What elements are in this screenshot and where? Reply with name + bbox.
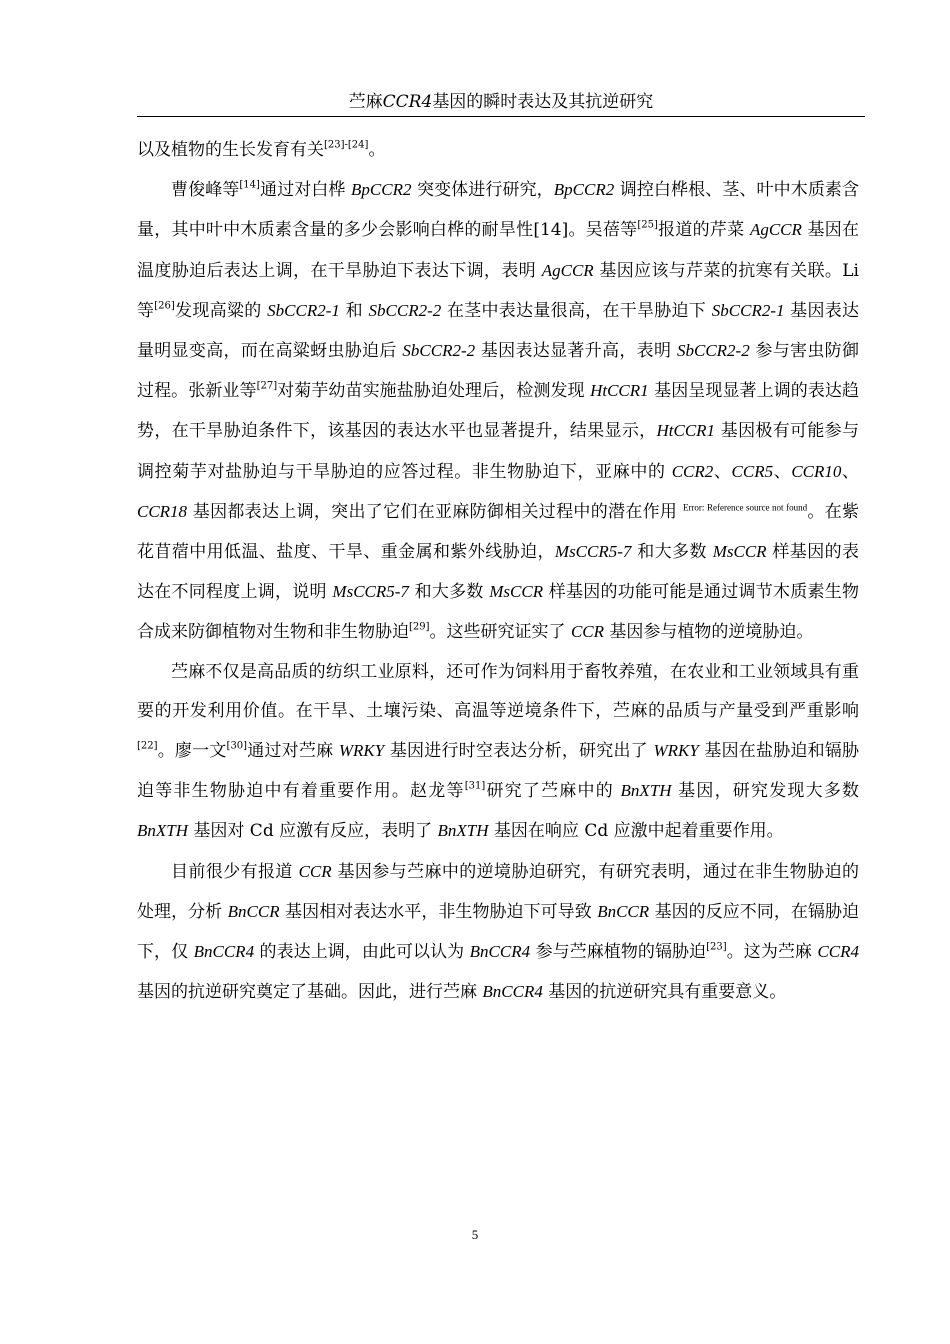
gene-name: SbCCR2-2: [368, 300, 442, 320]
text-run: 。这些研究证实了: [429, 622, 571, 643]
text-run: 基因，研究发现大多数: [671, 781, 860, 802]
text-run: 突变体进行研究，: [411, 180, 554, 201]
text-run: 基因都表达上调，突出了它们在亚麻防御相关过程中的潜在作用: [187, 501, 683, 522]
gene-name: CCR: [298, 861, 332, 881]
text-run: 基因的抗逆研究具有重要意义。: [542, 982, 787, 1003]
paragraph: [137, 852, 859, 1013]
gene-name: MsCCR5-7: [554, 542, 632, 562]
text-run: 通过对苎麻: [247, 741, 339, 762]
text-run: 的表达上调，由此可以认为: [254, 942, 470, 963]
citation-superscript: [14]: [239, 179, 260, 191]
gene-name: AgCCR: [541, 260, 594, 280]
text-run: 基因对 Cd 应激有反应，表明了: [188, 821, 438, 842]
text-run: 基因极有可能参与调控菊芋对盐胁迫与干旱胁迫的应答过程。非生物胁迫下，亚麻中的: [137, 421, 859, 482]
text-run: 在茎中表达量很高，在干旱胁迫下: [441, 300, 712, 321]
gene-name: SbCCR2-2: [676, 341, 750, 361]
text-run: 和大多数: [408, 582, 490, 603]
text-run: 基因在响应 Cd 应激中起着重要作用。: [488, 821, 784, 842]
text-run: 。在紫花苜蓿中用低温、盐度、干旱、重金属和紫外线胁迫，: [137, 501, 859, 563]
gene-name: SbCCR2-1: [711, 300, 785, 320]
gene-name: WRKY: [338, 741, 385, 761]
text-run: 对菊芋幼苗实施盐胁迫处理后，检测发现: [277, 381, 591, 402]
text-run: 以及植物的生长发育有关: [137, 140, 324, 160]
citation-superscript: [27]: [256, 380, 278, 392]
citation-superscript: [25]: [637, 219, 658, 231]
text-run: 报道的芹菜: [657, 220, 750, 241]
page-number: 5: [471, 1227, 479, 1242]
text-run: 、: [841, 461, 860, 482]
gene-name: MsCCR: [712, 542, 767, 562]
gene-name: CCR: [570, 622, 604, 642]
text-run: 基因表达显著升高，表明: [475, 341, 677, 362]
gene-name: MsCCR: [489, 582, 544, 602]
text-run: 曹俊峰等: [171, 180, 240, 201]
gene-name: CCR18: [137, 501, 188, 521]
gene-name: BnCCR4: [482, 982, 543, 1002]
gene-name: BnXTH: [437, 821, 489, 841]
gene-name: HtCCR1: [656, 421, 716, 441]
text-run: 。廖一文: [157, 741, 227, 762]
gene-name: BnXTH: [137, 821, 188, 841]
citation-superscript: [26]: [154, 300, 175, 312]
text-run: 基因的反应不同，在镉胁迫下，仅: [137, 901, 860, 963]
text-run: 基因呈现显著上调的表达趋势，在干旱胁迫条件下，该基因的表达水平也显著提升，结果显示，: [137, 381, 860, 442]
gene-name: HtCCR1: [590, 381, 649, 401]
paragraph: [137, 131, 859, 170]
text-run: 基因表达量明显变高，而在高粱蚜虫胁迫后: [137, 300, 860, 362]
gene-name: SbCCR2-2: [402, 341, 476, 361]
text-run: 、: [773, 461, 792, 482]
paragraph: [137, 653, 859, 852]
text-run: 调控白桦根、茎、叶中木质素含量，其中叶中木质素含量的多少会影响白桦的耐旱性[14]。吴蓓等: [137, 180, 860, 241]
text-run: 基因进行时空表达分析，研究出了: [384, 741, 654, 762]
text-run: 基因参与植物的逆境胁迫。: [604, 622, 814, 643]
gene-name: BnCCR4: [193, 942, 255, 962]
gene-name: MsCCR5-7: [332, 582, 409, 602]
text-run: 参与苎麻植物的镉胁迫: [530, 942, 707, 963]
text-run: 基因的抗逆研究奠定了基础。因此，进行苎麻: [137, 982, 483, 1003]
text-run: 发现高粱的: [174, 300, 268, 321]
gene-name: CCR2: [671, 461, 714, 481]
citation-superscript: [23]-[24]: [324, 139, 369, 151]
running-header: [137, 90, 865, 114]
text-run: 。: [368, 140, 386, 160]
gene-name: BnXTH: [620, 781, 672, 801]
paragraph: [137, 170, 859, 652]
text-run: 参与害虫防御过程。张新业等: [137, 341, 859, 402]
gene-name: CCR5: [731, 461, 774, 481]
header-title-prefix: 苎麻: [348, 92, 383, 112]
text-run: 、: [713, 461, 732, 482]
gene-name: CCR10: [791, 461, 842, 481]
gene-name: BpCCR2: [351, 180, 412, 200]
text-run: 基因在盐胁迫和镉胁迫等非生物胁迫中有着重要作用。赵龙等: [137, 741, 860, 802]
reference-error-note: Error: Reference source not found: [682, 502, 808, 513]
text-run: 基因在温度胁迫后表达上调，在干旱胁迫下表达下调，表明: [137, 220, 860, 281]
citation-superscript: [31]: [464, 780, 486, 792]
citation-superscript: [23]: [706, 941, 727, 953]
text-run: 苎麻不仅是高品质的纺织工业原料，还可作为饲料用于畜牧养殖，在农业和工业领域具有重要的开发利用价值。在干旱、土壤污染、高温等逆境条件下，苎麻的品质与产量受到严重影响: [137, 661, 859, 721]
text-run: 和大多数: [631, 542, 713, 563]
gene-name: BnCCR: [597, 901, 650, 921]
text-run: 样基因的表达在不同程度上调，说明: [137, 542, 860, 603]
gene-name: BpCCR2: [553, 180, 615, 200]
body-text: [137, 131, 859, 1012]
citation-superscript: [30]: [226, 740, 248, 752]
text-run: 。这为苎麻: [726, 942, 818, 963]
text-run: 基因应该与芹菜的抗寒有关联。Li 等: [137, 260, 859, 321]
header-title-gene: CCR4: [382, 92, 433, 112]
text-run: 样基因的功能可能是通过调节木质素生物合成来防御植物对生物和非生物胁迫: [137, 582, 860, 643]
gene-name: BnCCR: [227, 901, 280, 921]
text-run: 基因相对表达水平，非生物胁迫下可导致: [279, 901, 598, 922]
gene-name: WRKY: [653, 741, 699, 761]
gene-name: CCR4: [817, 942, 860, 962]
header-rule: [137, 116, 865, 117]
citation-superscript: [29]: [409, 621, 430, 633]
gene-name: SbCCR2-1: [267, 300, 340, 320]
text-run: 目前很少有报道: [171, 861, 299, 882]
text-run: 基因参与苎麻中的逆境胁迫研究，有研究表明，通过在非生物胁迫的处理，分析: [137, 861, 859, 922]
gene-name: AgCCR: [749, 220, 802, 240]
header-title-suffix: 基因的瞬时表达及其抗逆研究: [432, 92, 654, 112]
text-run: 研究了苎麻中的: [485, 781, 621, 802]
gene-name: BnCCR4: [469, 942, 531, 962]
text-run: 通过对白桦: [259, 180, 352, 201]
citation-superscript: [22]: [137, 740, 158, 752]
text-run: 和: [339, 300, 369, 321]
